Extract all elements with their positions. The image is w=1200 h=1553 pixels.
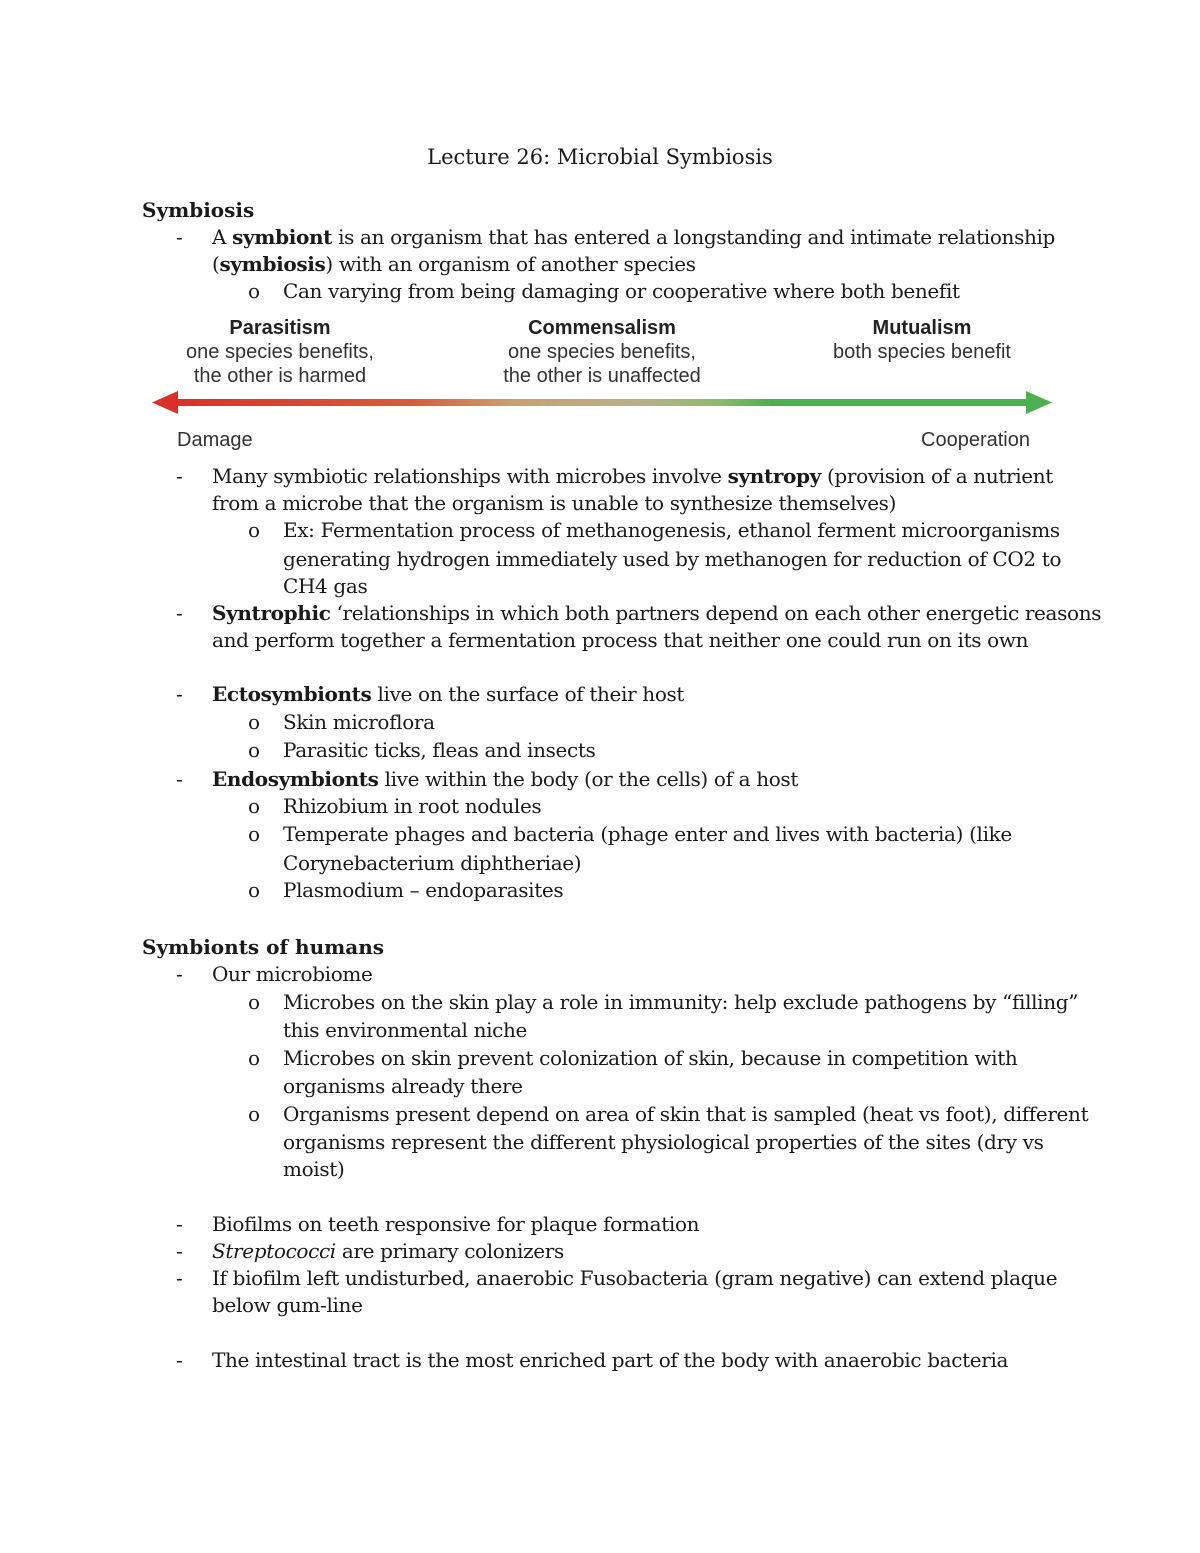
biofilms-line: Biofilms on teeth responsive for plaque formation — [212, 1212, 700, 1236]
arrow-head-right — [1026, 391, 1052, 414]
arrow-shaft — [168, 399, 1030, 406]
section-heading-humans: Symbionts of humans — [142, 935, 385, 959]
bullet-circle: o — [248, 822, 261, 846]
damage-label: Damage — [177, 429, 253, 451]
mutualism-label: Mutualism both species benefit — [833, 317, 1011, 363]
bullet-circle: o — [248, 1102, 261, 1126]
bullet-circle: o — [248, 794, 261, 818]
endo-sub-phages-line2: Corynebacterium diphtheriae) — [283, 851, 582, 875]
skin-area-line2: organisms represent the different physiological properties of the sites (dry vs — [283, 1130, 1044, 1154]
bullet-dash: - — [176, 225, 183, 249]
bullet-dash: - — [176, 767, 183, 791]
methanogenesis-example-line3: CH4 gas — [283, 574, 368, 598]
page-title: Lecture 26: Microbial Symbiosis — [427, 145, 773, 169]
methanogenesis-example-line2: generating hydrogen immediately used by methanogen for reduction of CO2 to — [283, 547, 1062, 571]
syntrophic-line2: and perform together a fermentation process that neither one could run on its own — [212, 628, 1029, 652]
skin-immunity-line1: Microbes on the skin play a role in immunity: help exclude pathogens by “filling” — [283, 990, 1079, 1014]
fusobacteria-line1: If biofilm left undisturbed, anaerobic Fusobacteria (gram negative) can extend plaque — [212, 1266, 1058, 1290]
microbiome-line: Our microbiome — [212, 962, 373, 986]
skin-colonization-line2: organisms already there — [283, 1074, 523, 1098]
ecto-sub-skin: Skin microflora — [283, 710, 435, 734]
syntropy-line1: Many symbiotic relationships with microbes involve syntropy (provision of a nutrient — [212, 464, 1053, 488]
endo-sub-phages-line1: Temperate phages and bacteria (phage enter and lives with bacteria) (like — [283, 822, 1012, 846]
bullet-circle: o — [248, 710, 261, 734]
commensalism-label: Commensalism one species benefits, the other is unaffected — [503, 317, 701, 387]
symbiont-definition-line2: (symbiosis) with an organism of another species — [212, 252, 696, 276]
bullet-dash: - — [176, 1239, 183, 1263]
methanogenesis-example-line1: Ex: Fermentation process of methanogenesis, ethanol ferment microorganisms — [283, 518, 1060, 542]
bullet-dash: - — [176, 1266, 183, 1290]
section-heading-symbiosis: Symbiosis — [142, 198, 255, 222]
syntrophic-line1: Syntrophic ‘relationships in which both partners depend on each other energetic reasons — [212, 601, 1102, 625]
intestinal-tract-line: The intestinal tract is the most enriched part of the body with anaerobic bacteria — [212, 1348, 1009, 1372]
bullet-dash: - — [176, 464, 183, 488]
bullet-dash: - — [176, 962, 183, 986]
syntropy-line2: from a microbe that the organism is unable to synthesize themselves) — [212, 491, 897, 515]
streptococci-line: Streptococci are primary colonizers — [212, 1239, 564, 1263]
endo-sub-rhizobium: Rhizobium in root nodules — [283, 794, 542, 818]
fusobacteria-line2: below gum-line — [212, 1293, 363, 1317]
bullet-circle: o — [248, 1046, 261, 1070]
bullet-circle: o — [248, 990, 261, 1014]
bullet-dash: - — [176, 1212, 183, 1236]
cooperation-label: Cooperation — [921, 429, 1030, 451]
bullet-circle: o — [248, 738, 261, 762]
bullet-dash: - — [176, 682, 183, 706]
ecto-sub-parasites: Parasitic ticks, fleas and insects — [283, 738, 596, 762]
endosymbionts-line: Endosymbionts live within the body (or the cells) of a host — [212, 767, 799, 791]
endo-sub-plasmodium: Plasmodium – endoparasites — [283, 878, 564, 902]
parasitism-label: Parasitism one species benefits, the other is harmed — [186, 317, 374, 387]
symbiont-definition-line1: A symbiont is an organism that has entered a longstanding and intimate relationship — [212, 225, 1056, 249]
bullet-circle: o — [248, 279, 261, 303]
symbiosis-spectrum-diagram — [140, 310, 1060, 460]
ectosymbionts-line: Ectosymbionts live on the surface of their host — [212, 682, 685, 706]
skin-area-line1: Organisms present depend on area of skin that is sampled (heat vs foot), different — [283, 1102, 1089, 1126]
damage-cooperation-arrow — [140, 386, 1060, 426]
bullet-dash: - — [176, 601, 183, 625]
skin-immunity-line2: this environmental niche — [283, 1018, 528, 1042]
bullet-circle: o — [248, 878, 261, 902]
skin-area-line3: moist) — [283, 1157, 345, 1181]
bullet-circle: o — [248, 518, 261, 542]
skin-colonization-line1: Microbes on skin prevent colonization of skin, because in competition with — [283, 1046, 1018, 1070]
arrow-head-left — [152, 391, 178, 414]
bullet-dash: - — [176, 1348, 183, 1372]
symbiosis-range-note: Can varying from being damaging or cooperative where both benefit — [283, 279, 960, 303]
